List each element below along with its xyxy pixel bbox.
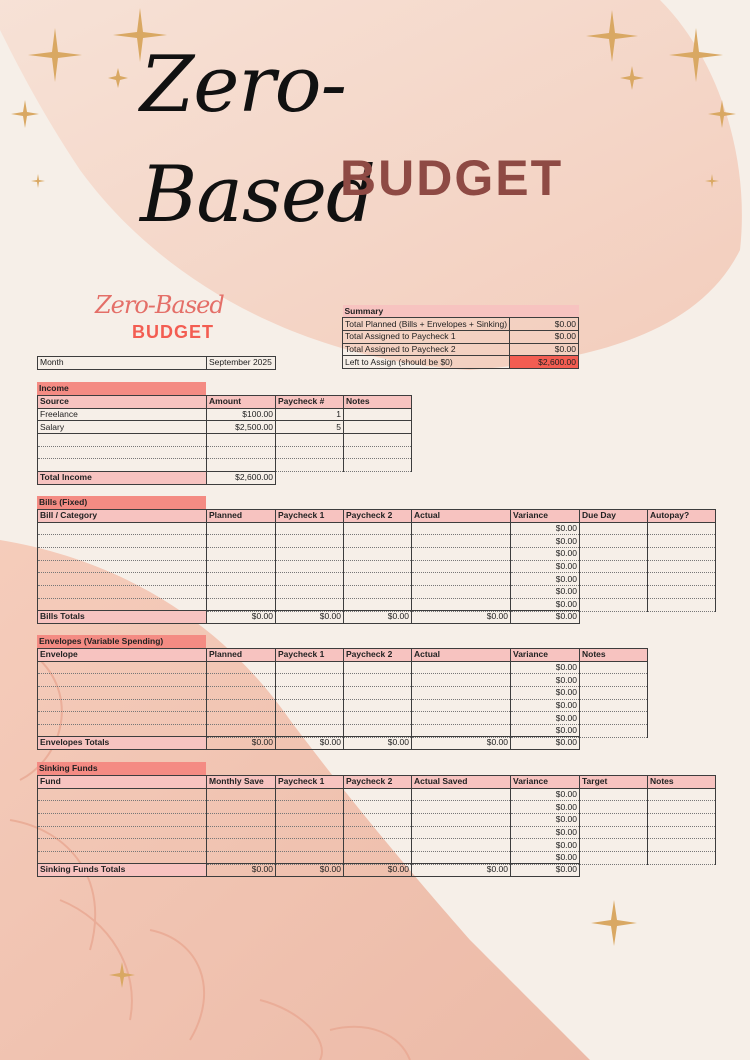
col-header: Planned bbox=[207, 510, 276, 523]
summary-title: Summary bbox=[343, 305, 579, 318]
variance-cell: $0.00 bbox=[511, 801, 580, 814]
income-total-value: $2,600.00 bbox=[207, 472, 276, 485]
logo-bold: BUDGET bbox=[132, 322, 214, 342]
variance-cell: $0.00 bbox=[511, 535, 580, 548]
income-amount[interactable] bbox=[207, 434, 276, 447]
variance-cell: $0.00 bbox=[511, 699, 580, 712]
total-cell: $0.00 bbox=[207, 611, 276, 624]
variance-cell: $0.00 bbox=[511, 573, 580, 586]
sinking-total-table bbox=[37, 863, 580, 877]
col-header: Variance bbox=[511, 776, 580, 789]
table-row bbox=[38, 535, 716, 548]
total-cell: $0.00 bbox=[276, 737, 344, 750]
table-row bbox=[38, 522, 716, 535]
total-cell: $0.00 bbox=[344, 737, 412, 750]
bills-header-row bbox=[38, 510, 716, 523]
col-header: Autopay? bbox=[648, 510, 716, 523]
col-header: Paycheck 2 bbox=[344, 510, 412, 523]
variance-cell: $0.00 bbox=[511, 661, 580, 674]
variance-cell: $0.00 bbox=[511, 586, 580, 599]
sinking-table bbox=[37, 775, 716, 865]
table-row bbox=[38, 699, 648, 712]
col-header: Envelope bbox=[38, 649, 207, 662]
income-table bbox=[37, 395, 412, 472]
table-row bbox=[38, 459, 412, 472]
income-paycheck[interactable]: 1 bbox=[276, 408, 344, 421]
variance-cell: $0.00 bbox=[511, 725, 580, 738]
variance-cell: $0.00 bbox=[511, 560, 580, 573]
table-row bbox=[38, 826, 716, 839]
income-header-row bbox=[38, 396, 412, 409]
summary-label: Left to Assign (should be $0) bbox=[343, 356, 510, 369]
summary-label: Total Assigned to Paycheck 1 bbox=[343, 330, 510, 343]
income-source[interactable] bbox=[38, 459, 207, 472]
income-amount[interactable]: $2,500.00 bbox=[207, 421, 276, 434]
total-cell: $0.00 bbox=[344, 611, 412, 624]
bills-table bbox=[37, 509, 716, 612]
table-row bbox=[38, 788, 716, 801]
income-paycheck[interactable] bbox=[276, 434, 344, 447]
total-cell: $0.00 bbox=[511, 737, 580, 750]
month-label: Month bbox=[38, 357, 207, 370]
variance-cell: $0.00 bbox=[511, 826, 580, 839]
table-row bbox=[38, 560, 716, 573]
income-total-label: Total Income bbox=[38, 472, 207, 485]
envelopes-title: Envelopes (Variable Spending) bbox=[37, 635, 206, 648]
col-header: Notes bbox=[580, 649, 648, 662]
income-notes[interactable] bbox=[344, 434, 412, 447]
total-cell: $0.00 bbox=[276, 611, 344, 624]
budget-title: BUDGET bbox=[340, 150, 564, 206]
bills-total-table bbox=[37, 610, 580, 624]
income-source[interactable] bbox=[38, 434, 207, 447]
col-header: Variance bbox=[511, 510, 580, 523]
col-header: Paycheck 2 bbox=[344, 776, 412, 789]
col-header: Notes bbox=[344, 396, 412, 409]
total-cell: $0.00 bbox=[511, 864, 580, 877]
envelopes-table bbox=[37, 648, 648, 738]
table-row bbox=[38, 814, 716, 827]
col-header: Fund bbox=[38, 776, 207, 789]
col-header: Variance bbox=[511, 649, 580, 662]
table-row bbox=[38, 586, 716, 599]
variance-cell: $0.00 bbox=[511, 548, 580, 561]
table-row bbox=[38, 801, 716, 814]
script-title: Zero-Based bbox=[140, 40, 375, 240]
col-header: Actual Saved bbox=[412, 776, 511, 789]
envelopes-total-table bbox=[37, 736, 580, 750]
col-header: Target bbox=[580, 776, 648, 789]
income-source[interactable]: Salary bbox=[38, 421, 207, 434]
income-paycheck[interactable]: 5 bbox=[276, 421, 344, 434]
col-header: Paycheck # bbox=[276, 396, 344, 409]
table-row bbox=[38, 712, 648, 725]
col-header: Paycheck 2 bbox=[344, 649, 412, 662]
bills-title: Bills (Fixed) bbox=[37, 496, 206, 509]
table-row bbox=[38, 573, 716, 586]
left-to-assign-value: $2,600.00 bbox=[510, 356, 579, 369]
variance-cell: $0.00 bbox=[511, 788, 580, 801]
variance-cell: $0.00 bbox=[511, 852, 580, 865]
col-header: Paycheck 1 bbox=[276, 776, 344, 789]
income-notes[interactable] bbox=[344, 421, 412, 434]
table-row bbox=[38, 434, 412, 447]
variance-cell: $0.00 bbox=[511, 522, 580, 535]
table-row bbox=[38, 839, 716, 852]
income-notes[interactable] bbox=[344, 459, 412, 472]
table-row bbox=[38, 548, 716, 561]
col-header: Actual bbox=[412, 649, 511, 662]
total-cell: $0.00 bbox=[207, 864, 276, 877]
col-header: Notes bbox=[648, 776, 716, 789]
envelopes-total-label: Envelopes Totals bbox=[38, 737, 207, 750]
table-row bbox=[38, 408, 412, 421]
summary-table bbox=[342, 305, 579, 369]
income-notes[interactable] bbox=[344, 408, 412, 421]
total-cell: $0.00 bbox=[412, 611, 511, 624]
variance-cell: $0.00 bbox=[511, 814, 580, 827]
total-cell: $0.00 bbox=[412, 737, 511, 750]
income-source[interactable]: Freelance bbox=[38, 408, 207, 421]
col-header: Paycheck 1 bbox=[276, 510, 344, 523]
table-row bbox=[38, 661, 648, 674]
table-row bbox=[38, 687, 648, 700]
bills-total-label: Bills Totals bbox=[38, 611, 207, 624]
income-title: Income bbox=[37, 382, 206, 395]
col-header: Due Day bbox=[580, 510, 648, 523]
bills-rows bbox=[38, 522, 716, 611]
summary-label: Total Planned (Bills + Envelopes + Sinking) bbox=[343, 318, 510, 331]
col-header: Paycheck 1 bbox=[276, 649, 344, 662]
variance-cell: $0.00 bbox=[511, 598, 580, 611]
logo-script: Zero-Based bbox=[95, 291, 224, 319]
summary-label: Total Assigned to Paycheck 2 bbox=[343, 343, 510, 356]
col-header: Amount bbox=[207, 396, 276, 409]
total-cell: $0.00 bbox=[207, 737, 276, 750]
income-total-table bbox=[37, 471, 276, 485]
col-header: Planned bbox=[207, 649, 276, 662]
table-row bbox=[38, 421, 412, 434]
income-amount[interactable] bbox=[207, 459, 276, 472]
envelopes-header-row bbox=[38, 649, 648, 662]
summary-value: $0.00 bbox=[510, 318, 579, 331]
summary-value: $0.00 bbox=[510, 330, 579, 343]
sinking-total-label: Sinking Funds Totals bbox=[38, 864, 207, 877]
month-table bbox=[37, 356, 276, 370]
income-amount[interactable] bbox=[207, 446, 276, 459]
sinking-header-row bbox=[38, 776, 716, 789]
variance-cell: $0.00 bbox=[511, 839, 580, 852]
variance-cell: $0.00 bbox=[511, 712, 580, 725]
table-row bbox=[38, 446, 412, 459]
summary-value: $0.00 bbox=[510, 343, 579, 356]
col-header: Bill / Category bbox=[38, 510, 207, 523]
col-header: Source bbox=[38, 396, 207, 409]
income-notes[interactable] bbox=[344, 446, 412, 459]
total-cell: $0.00 bbox=[412, 864, 511, 877]
col-header: Monthly Save bbox=[207, 776, 276, 789]
income-amount[interactable]: $100.00 bbox=[207, 408, 276, 421]
income-paycheck[interactable] bbox=[276, 446, 344, 459]
variance-cell: $0.00 bbox=[511, 674, 580, 687]
col-header: Actual bbox=[412, 510, 511, 523]
total-cell: $0.00 bbox=[344, 864, 412, 877]
month-value[interactable]: September 2025 bbox=[207, 357, 276, 370]
sinking-title: Sinking Funds bbox=[37, 762, 206, 775]
income-source[interactable] bbox=[38, 446, 207, 459]
variance-cell: $0.00 bbox=[511, 687, 580, 700]
income-paycheck[interactable] bbox=[276, 459, 344, 472]
total-cell: $0.00 bbox=[511, 611, 580, 624]
total-cell: $0.00 bbox=[276, 864, 344, 877]
table-row bbox=[38, 674, 648, 687]
